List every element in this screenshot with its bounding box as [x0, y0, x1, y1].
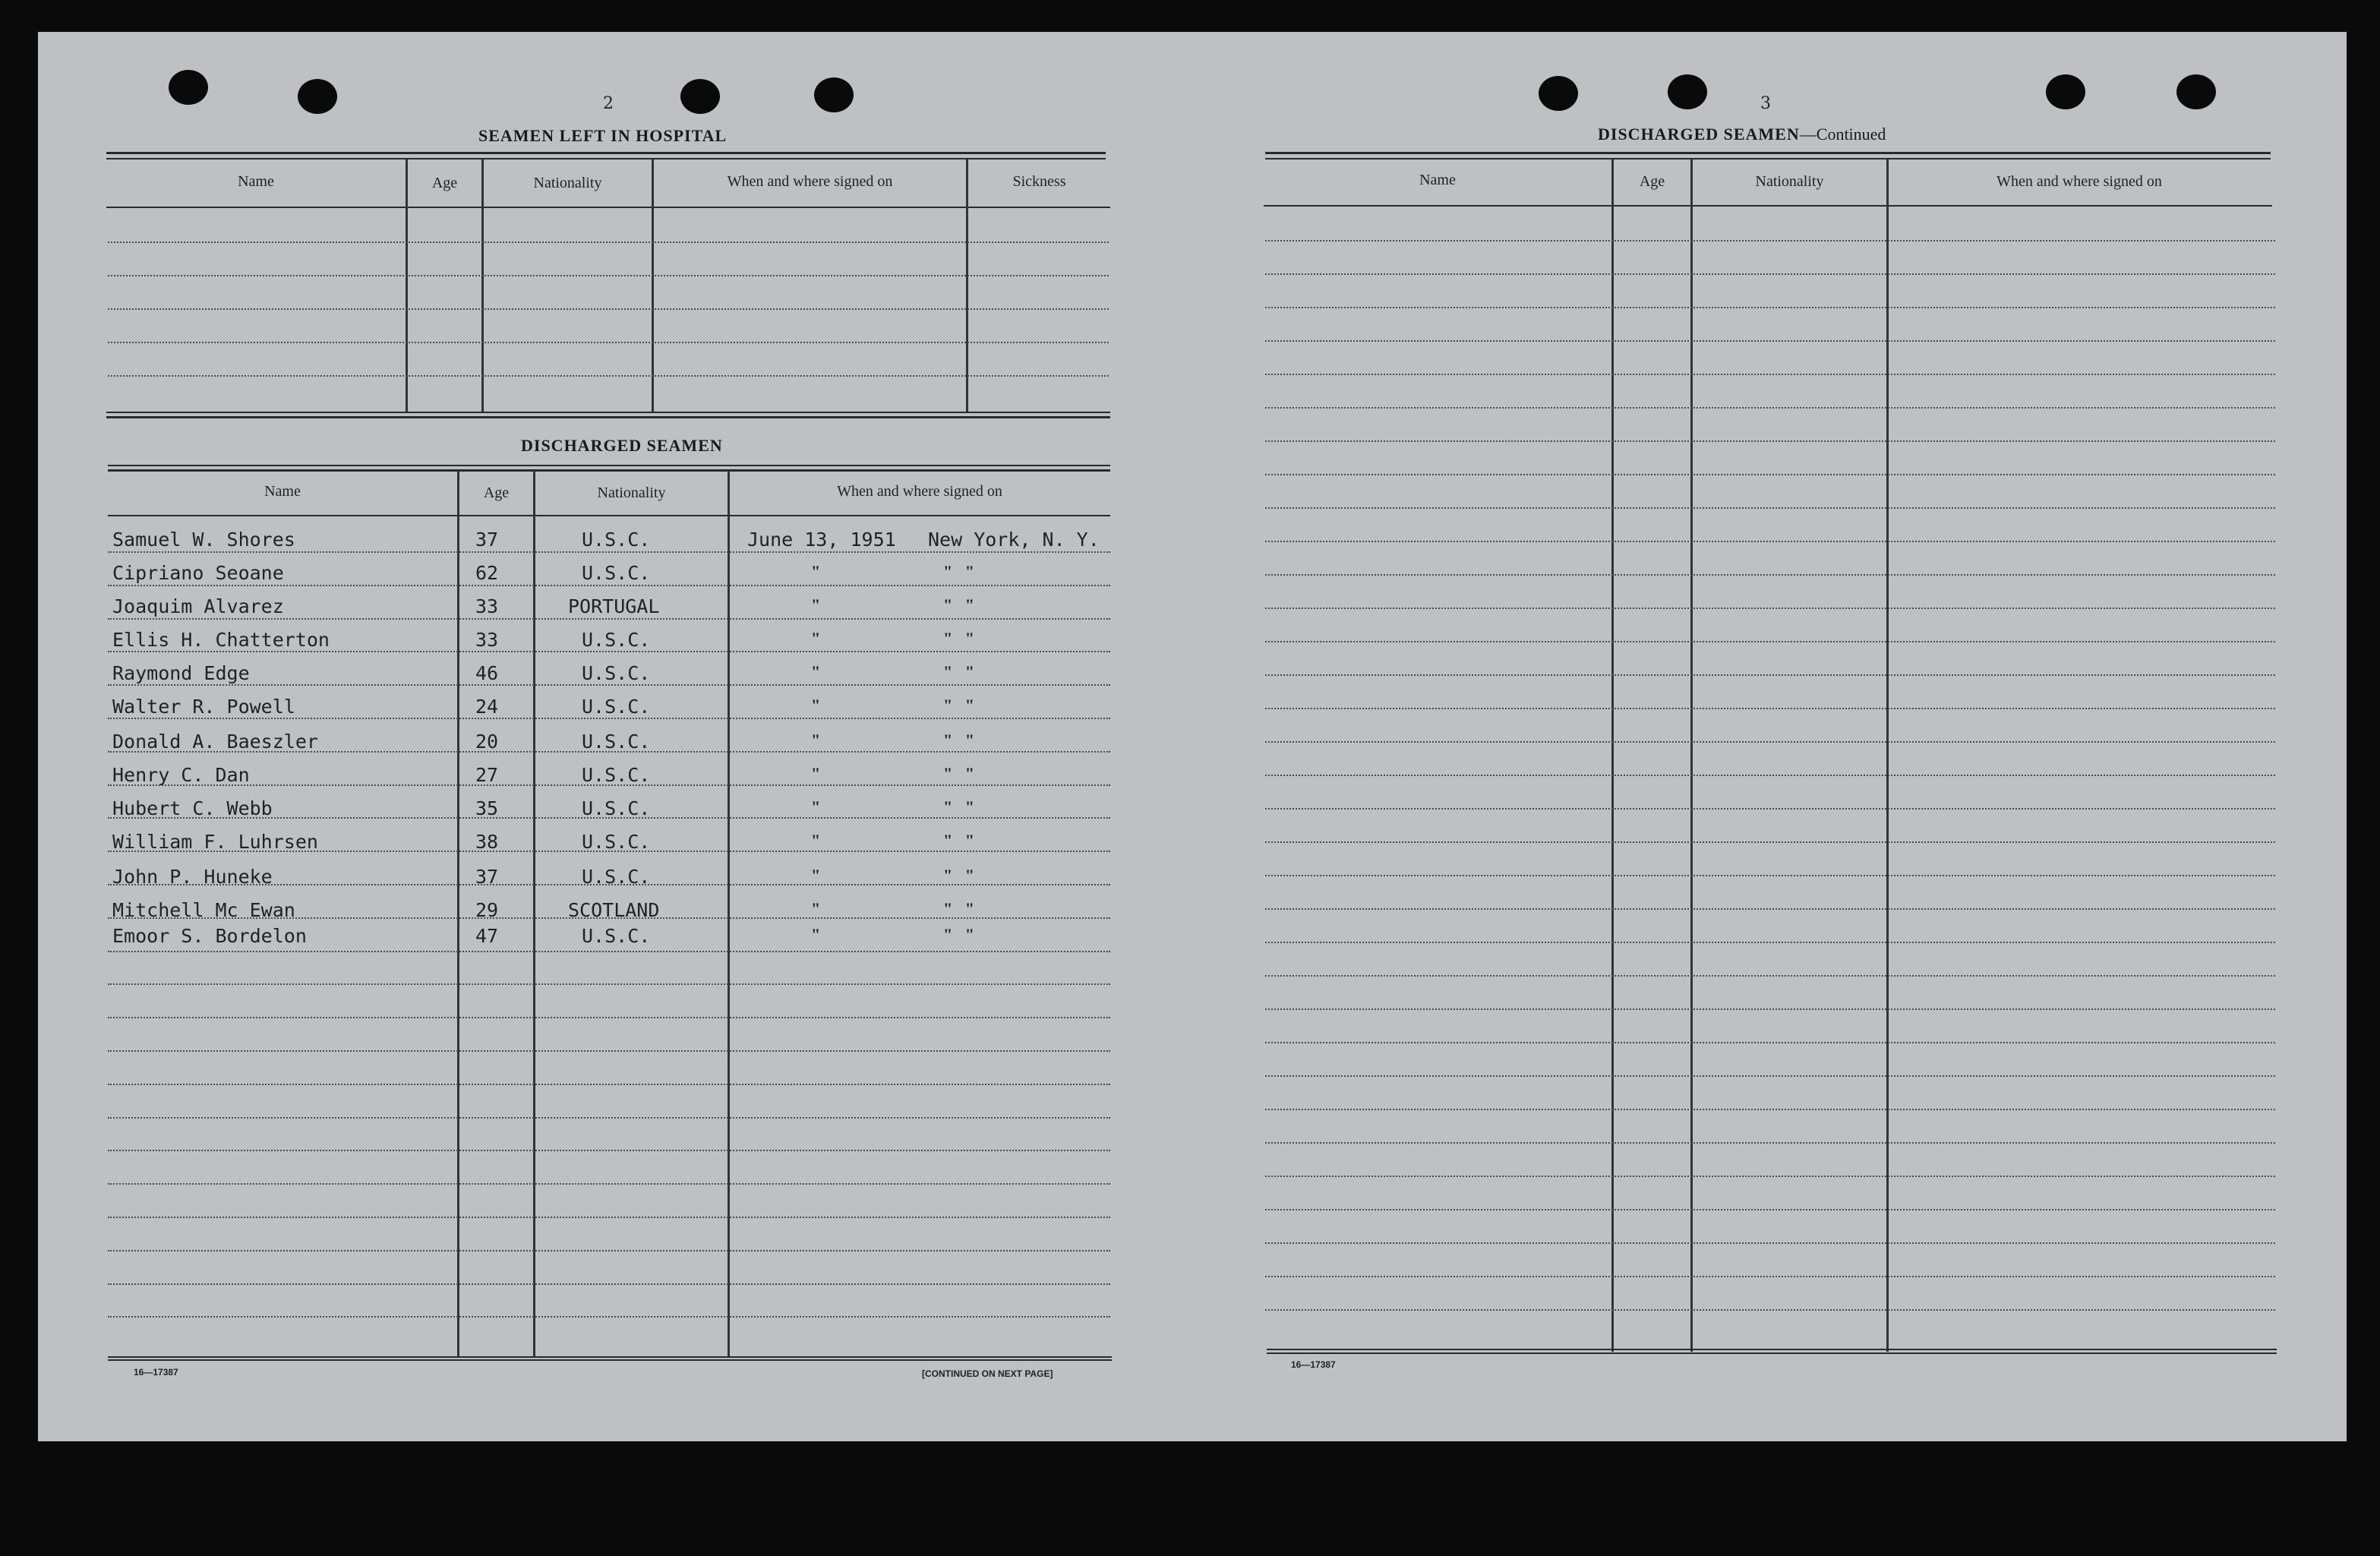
- title-suffix: —Continued: [1799, 125, 1886, 144]
- seaman-nationality: U.S.C.: [582, 925, 651, 947]
- seaman-nationality: U.S.C.: [582, 764, 651, 786]
- seaman-name: Joaquim Alvarez: [112, 595, 284, 617]
- seaman-nationality: U.S.C.: [582, 562, 651, 584]
- seaman-nationality: U.S.C.: [582, 831, 651, 853]
- column-divider: [1690, 159, 1693, 1352]
- ruled-line: [1265, 775, 2275, 776]
- ruled-line: [1265, 240, 2275, 241]
- ruled-line: [1265, 440, 2275, 442]
- ruled-line: [1265, 808, 2275, 810]
- ruled-line: [108, 718, 1110, 719]
- punch-hole: [1668, 74, 1707, 109]
- ruled-line: [1265, 1242, 2275, 1244]
- punch-hole: [814, 77, 854, 112]
- seaman-name: Walter R. Powell: [112, 696, 295, 718]
- ruled-line: [1265, 541, 2275, 542]
- hospital-header-name: Name: [238, 173, 274, 190]
- seaman-name: Mitchell Mc Ewan: [112, 899, 295, 921]
- punch-hole: [298, 79, 337, 114]
- table-bottom-rule: [108, 1359, 1112, 1361]
- header-underline: [108, 515, 1110, 516]
- ruled-line: [108, 951, 1110, 952]
- seaman-age: 27: [475, 764, 499, 786]
- title-text: DISCHARGED SEAMEN: [1598, 125, 1800, 144]
- signed-on-place: " ": [943, 662, 974, 681]
- signed-on-date: ": [811, 831, 821, 850]
- seaman-nationality: U.S.C.: [582, 529, 651, 551]
- ruled-line: [1265, 975, 2275, 977]
- ruled-line: [1265, 841, 2275, 843]
- ruled-line: [1265, 1109, 2275, 1110]
- table-rule: [106, 152, 1106, 154]
- signed-on-date: ": [811, 925, 821, 944]
- signed-on-place: " ": [943, 696, 974, 715]
- punch-hole: [2176, 74, 2216, 109]
- ruled-line: [1265, 875, 2275, 876]
- ruled-line: [1265, 307, 2275, 308]
- punch-hole: [169, 70, 208, 105]
- table-bottom-rule: [1267, 1352, 2277, 1354]
- punch-hole: [680, 79, 720, 114]
- ruled-line: [1265, 1075, 2275, 1077]
- seaman-age: 46: [475, 662, 499, 684]
- signed-on-date: ": [811, 764, 821, 783]
- signed-on-place: " ": [943, 797, 974, 816]
- seaman-age: 37: [475, 529, 499, 551]
- ruled-line: [108, 585, 1110, 586]
- hospital-section-title: SEAMEN LEFT IN HOSPITAL: [478, 126, 728, 145]
- signed-on-place: " ": [943, 831, 974, 850]
- seaman-nationality: U.S.C.: [582, 629, 651, 651]
- table-rule: [1265, 158, 2271, 159]
- table-rule: [108, 469, 1110, 472]
- ruled-line: [1265, 407, 2275, 409]
- seaman-nationality: U.S.C.: [582, 731, 651, 753]
- column-divider: [533, 471, 535, 1358]
- discharged-continued-title: [1598, 125, 1886, 144]
- ruled-line: [1265, 574, 2275, 576]
- seaman-name: Donald A. Baeszler: [112, 731, 318, 753]
- seaman-nationality: U.S.C.: [582, 866, 651, 888]
- column-divider: [1611, 159, 1614, 1352]
- ruled-line: [108, 1117, 1110, 1119]
- document-sheet: [38, 32, 2347, 1441]
- seaman-age: 62: [475, 562, 499, 584]
- ruled-line: [108, 1283, 1110, 1285]
- column-divider: [457, 471, 459, 1358]
- form-number: 16—17387: [1291, 1359, 1336, 1370]
- table-bottom-rule: [108, 1356, 1112, 1358]
- ruled-line: [108, 618, 1110, 620]
- discharged-section-title: DISCHARGED SEAMEN: [521, 436, 723, 455]
- signed-on-date: ": [811, 696, 821, 715]
- ruled-line: [108, 241, 1109, 243]
- ruled-line: [1265, 273, 2275, 275]
- seaman-name: Henry C. Dan: [112, 764, 250, 786]
- signed-on-date: June 13, 1951: [747, 529, 896, 551]
- ruled-line: [1265, 674, 2275, 676]
- continued-header-signed-on: When and where signed on: [1996, 173, 2162, 190]
- signed-on-date: ": [811, 797, 821, 816]
- ruled-line: [108, 1084, 1110, 1085]
- table-rule: [108, 465, 1110, 466]
- ruled-line: [1265, 641, 2275, 642]
- continued-header-nationality: Nationality: [1755, 173, 1824, 190]
- punch-hole: [2046, 74, 2085, 109]
- seaman-name: Cipriano Seoane: [112, 562, 284, 584]
- ruled-line: [108, 1250, 1110, 1251]
- ruled-line: [1265, 474, 2275, 475]
- signed-on-place: New York, N. Y.: [928, 529, 1100, 551]
- seaman-age: 24: [475, 696, 499, 718]
- signed-on-place: " ": [943, 764, 974, 783]
- table-rule: [106, 412, 1110, 413]
- ruled-line: [1265, 1008, 2275, 1010]
- ruled-line: [1265, 1209, 2275, 1210]
- ruled-line: [108, 1316, 1110, 1318]
- seaman-nationality: SCOTLAND: [568, 899, 660, 921]
- ruled-line: [1265, 374, 2275, 375]
- signed-on-place: " ": [943, 731, 974, 750]
- ruled-line: [1265, 507, 2275, 509]
- continued-header-age: Age: [1639, 173, 1665, 190]
- header-underline: [106, 207, 1110, 208]
- seaman-name: William F. Luhrsen: [112, 831, 318, 853]
- ruled-line: [108, 1183, 1110, 1185]
- ruled-line: [1265, 608, 2275, 609]
- signed-on-place: " ": [943, 629, 974, 648]
- seaman-age: 38: [475, 831, 499, 853]
- page-number: 3: [1760, 94, 1771, 113]
- punch-hole: [1539, 76, 1578, 111]
- discharged-header-nationality: Nationality: [597, 484, 666, 501]
- column-divider: [481, 159, 484, 412]
- signed-on-date: ": [811, 731, 821, 750]
- ruled-line: [108, 1017, 1110, 1018]
- header-underline: [1264, 205, 2272, 207]
- ruled-line: [1265, 942, 2275, 943]
- column-divider: [1886, 159, 1889, 1352]
- seaman-age: 33: [475, 629, 499, 651]
- discharged-header-name: Name: [264, 483, 301, 500]
- column-divider: [406, 159, 408, 412]
- seaman-nationality: PORTUGAL: [568, 595, 660, 617]
- signed-on-place: " ": [943, 925, 974, 944]
- table-rule: [106, 416, 1110, 418]
- seaman-name: Ellis H. Chatterton: [112, 629, 330, 651]
- ruled-line: [108, 308, 1109, 310]
- continued-header-name: Name: [1419, 172, 1456, 188]
- seaman-age: 29: [475, 899, 499, 921]
- seaman-nationality: U.S.C.: [582, 797, 651, 819]
- hospital-header-sickness: Sickness: [1012, 173, 1066, 190]
- signed-on-place: " ": [943, 562, 974, 581]
- hospital-header-signed-on: When and where signed on: [727, 173, 893, 190]
- signed-on-date: ": [811, 866, 821, 885]
- table-rule: [106, 158, 1106, 159]
- ruled-line: [108, 651, 1110, 652]
- ruled-line: [108, 1150, 1110, 1151]
- signed-on-date: ": [811, 899, 821, 918]
- signed-on-place: " ": [943, 595, 974, 614]
- page-number: 2: [603, 94, 614, 113]
- seaman-age: 20: [475, 731, 499, 753]
- discharged-header-age: Age: [483, 484, 510, 501]
- ruled-line: [108, 551, 1110, 553]
- continued-note: [CONTINUED ON NEXT PAGE]: [922, 1368, 1053, 1379]
- ruled-line: [1265, 340, 2275, 342]
- ruled-line: [108, 342, 1109, 343]
- form-number: 16—17387: [134, 1367, 178, 1378]
- seaman-age: 35: [475, 797, 499, 819]
- seaman-nationality: U.S.C.: [582, 662, 651, 684]
- ruled-line: [1265, 1042, 2275, 1043]
- seaman-age: 37: [475, 866, 499, 888]
- hospital-header-nationality: Nationality: [533, 175, 602, 191]
- column-divider: [728, 471, 730, 1358]
- signed-on-place: " ": [943, 899, 974, 918]
- ruled-line: [1265, 741, 2275, 743]
- seaman-name: John P. Huneke: [112, 866, 273, 888]
- ruled-line: [108, 375, 1109, 377]
- column-divider: [966, 159, 968, 412]
- signed-on-date: ": [811, 662, 821, 681]
- seaman-name: Samuel W. Shores: [112, 529, 295, 551]
- hospital-header-age: Age: [431, 175, 458, 191]
- table-bottom-rule: [1267, 1349, 2277, 1350]
- ruled-line: [108, 983, 1110, 985]
- ruled-line: [108, 684, 1110, 686]
- seaman-name: Hubert C. Webb: [112, 797, 273, 819]
- signed-on-place: " ": [943, 866, 974, 885]
- ruled-line: [1265, 1309, 2275, 1311]
- table-rule: [1265, 152, 2271, 154]
- seaman-name: Emoor S. Bordelon: [112, 925, 307, 947]
- seaman-name: Raymond Edge: [112, 662, 250, 684]
- ruled-line: [1265, 708, 2275, 709]
- signed-on-date: ": [811, 595, 821, 614]
- signed-on-date: ": [811, 562, 821, 581]
- column-divider: [652, 159, 654, 412]
- discharged-header-signed-on: When and where signed on: [837, 483, 1002, 500]
- ruled-line: [1265, 1176, 2275, 1177]
- ruled-line: [1265, 1276, 2275, 1277]
- ruled-line: [1265, 1142, 2275, 1144]
- seaman-age: 33: [475, 595, 499, 617]
- ruled-line: [108, 1217, 1110, 1218]
- seaman-age: 47: [475, 925, 499, 947]
- ruled-line: [1265, 908, 2275, 910]
- signed-on-date: ": [811, 629, 821, 648]
- ruled-line: [108, 1050, 1110, 1052]
- seaman-nationality: U.S.C.: [582, 696, 651, 718]
- ruled-line: [108, 275, 1109, 276]
